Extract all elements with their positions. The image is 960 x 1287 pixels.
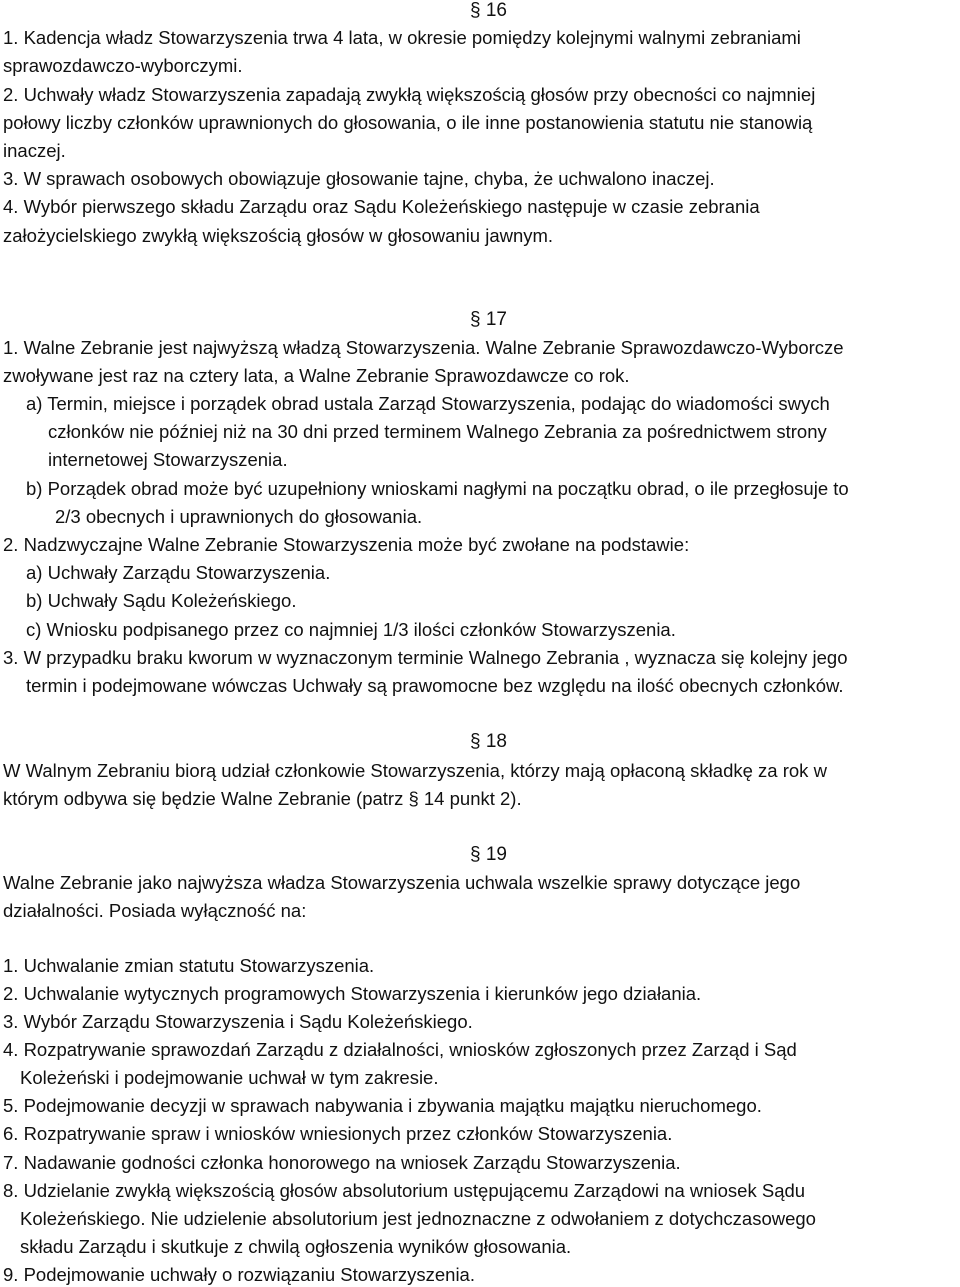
paragraph-line: W Walnym Zebraniu biorą udział członkowie Stowarzyszenia, którzy mają opłaconą składkę za rok w — [3, 760, 827, 781]
section-heading-19: § 19 — [470, 844, 507, 865]
paragraph-line: którym odbywa się będzie Walne Zebranie (patrz § 14 punkt 2). — [3, 788, 522, 809]
list-item: 5. Podejmowanie decyzji w sprawach nabywania i zbywania majątku majątku nieruchomego. — [3, 1095, 762, 1116]
section-heading-18: § 18 — [470, 731, 507, 752]
paragraph-line: inaczej. — [3, 140, 66, 161]
list-item: 3. Wybór Zarządu Stowarzyszenia i Sądu Koleżeńskiego. — [3, 1011, 473, 1032]
paragraph-line: a) Uchwały Zarządu Stowarzyszenia. — [26, 562, 331, 583]
list-item: 6. Rozpatrywanie spraw i wniosków wniesionych przez członków Stowarzyszenia. — [3, 1123, 673, 1144]
paragraph-line: 4. Wybór pierwszego składu Zarządu oraz Sądu Koleżeńskiego następuje w czasie zebrania — [3, 196, 760, 217]
list-item-continuation: Koleżeński i podejmowanie uchwał w tym zakresie. — [20, 1067, 439, 1088]
paragraph-line: członków nie później niż na 30 dni przed terminem Walnego Zebrania za pośrednictwem strony — [48, 421, 827, 442]
paragraph-line: Walne Zebranie jako najwyższa władza Stowarzyszenia uchwala wszelkie sprawy dotyczące jego — [3, 872, 801, 893]
section-heading-16: § 16 — [470, 0, 507, 21]
section-heading-17: § 17 — [470, 309, 507, 330]
list-item: 8. Udzielanie zwykłą większością głosów absolutorium ustępującemu Zarządowi na wniosek Sądu — [3, 1180, 806, 1201]
paragraph-line: 2. Nadzwyczajne Walne Zebranie Stowarzyszenia może być zwołane na podstawie: — [3, 534, 690, 555]
paragraph-line: działalności. Posiada wyłączność na: — [3, 900, 307, 921]
paragraph-line: internetowej Stowarzyszenia. — [48, 449, 288, 470]
list-item: 4. Rozpatrywanie sprawozdań Zarządu z działalności, wniosków zgłoszonych przez Zarząd i Sąd — [3, 1039, 797, 1060]
paragraph-line: 1. Walne Zebranie jest najwyższą władzą Stowarzyszenia. Walne Zebranie Sprawozdawczo-Wyborcze — [3, 337, 844, 358]
paragraph-line: a) Termin, miejsce i porządek obrad ustala Zarząd Stowarzyszenia, podając do wiadomości swych — [26, 393, 830, 414]
paragraph-line: termin i podejmowane wówczas Uchwały są prawomocne bez względu na ilość obecnych członków. — [26, 675, 844, 696]
list-item-continuation: składu Zarządu i skutkuje z chwilą ogłoszenia wyników głosowania. — [20, 1236, 572, 1257]
paragraph-line: połowy liczby członków uprawnionych do głosowania, o ile inne postanowienia statutu nie stanowią — [3, 112, 813, 133]
list-item: 9. Podejmowanie uchwały o rozwiązaniu Stowarzyszenia. — [3, 1264, 475, 1285]
list-item: 2. Uchwalanie wytycznych programowych Stowarzyszenia i kierunków jego działania. — [3, 983, 702, 1004]
paragraph-line: 2/3 obecnych i uprawnionych do głosowania. — [55, 506, 423, 527]
paragraph-line: c) Wniosku podpisanego przez co najmniej 1/3 ilości członków Stowarzyszenia. — [26, 619, 676, 640]
paragraph-line: b) Uchwały Sądu Koleżeńskiego. — [26, 590, 297, 611]
list-item-continuation: Koleżeńskiego. Nie udzielenie absolutorium jest jednoznaczne z odwołaniem z dotychczasowego — [20, 1208, 816, 1229]
paragraph-line: 1. Kadencja władz Stowarzyszenia trwa 4 lata, w okresie pomiędzy kolejnymi walnymi zebraniami — [3, 27, 801, 48]
paragraph-line: 2. Uchwały władz Stowarzyszenia zapadają zwykłą większością głosów przy obecności co najmniej — [3, 84, 816, 105]
paragraph-line: 3. W sprawach osobowych obowiązuje głosowanie tajne, chyba, że uchwalono inaczej. — [3, 168, 715, 189]
list-item: 7. Nadawanie godności członka honorowego na wniosek Zarządu Stowarzyszenia. — [3, 1152, 681, 1173]
paragraph-line: zwoływane jest raz na cztery lata, a Walne Zebranie Sprawozdawcze co rok. — [3, 365, 630, 386]
paragraph-line: b) Porządek obrad może być uzupełniony wnioskami nagłymi na początku obrad, o ile przegłosuje to — [26, 478, 849, 499]
paragraph-line: 3. W przypadku braku kworum w wyznaczonym terminie Walnego Zebrania , wyznacza się kolejny jego — [3, 647, 848, 668]
paragraph-line: sprawozdawczo-wyborczymi. — [3, 55, 243, 76]
list-item: 1. Uchwalanie zmian statutu Stowarzyszenia. — [3, 955, 375, 976]
paragraph-line: założycielskiego zwykłą większością głosów w głosowaniu jawnym. — [3, 225, 554, 246]
